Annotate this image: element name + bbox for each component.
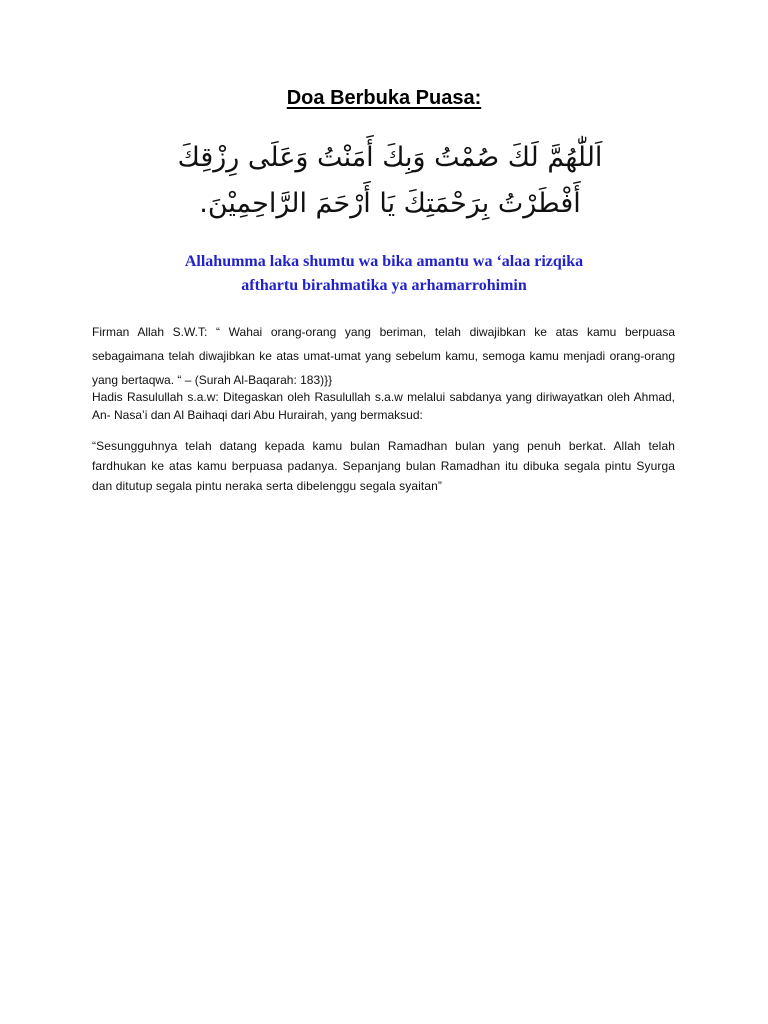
transliteration — [60, 250, 708, 298]
quran-verse-paragraph: Firman Allah S.W.T: “ Wahai orang-orang yang beriman, telah diwajibkan ke atas kamu berpuasa sebagaimana telah diwajibkan ke atas umat-umat yang sebelum kamu, semoga kamu menjadi orang-orang yang bertaqwa. “ – (Surah Al-Baqarah: 183)}} — [92, 325, 675, 387]
page-title: Doa Berbuka Puasa: — [286, 87, 482, 109]
transliteration-line-2: afthartu birahmatika ya arhamarrohimin — [241, 277, 527, 294]
hadith-quote-paragraph: “Sesungguhnya telah datang kepada kamu bulan Ramadhan bulan yang penuh berkat. Allah telah fardhukan ke atas kamu berpuasa padanya. Sepanjang bulan Ramadhan itu dibuka segala pintu Syurga dan ditutup segala pintu neraka serta dibelenggu segala syaitan” — [92, 439, 675, 493]
arabic-prayer-line-2: أَفْطَرْتُ بِرَحْمَتِكَ يَا أَرْحَمَ الرَّاحِمِيْنَ. — [199, 188, 581, 219]
arabic-prayer-line-1: اَللّٰهُمَّ لَكَ صُمْتُ وَبِكَ أَمَنْتُ وَعَلَى رِزْقِكَ — [177, 142, 603, 173]
hadith-intro-paragraph: Hadis Rasulullah s.a.w: Ditegaskan oleh Rasulullah s.a.w melalui sabdanya yang diriwayatkan oleh Ahmad, An- Nasa’i dan Al Baihaqi dari Abu Hurairah, yang bermaksud: — [92, 390, 675, 422]
transliteration-line-1: Allahumma laka shumtu wa bika amantu wa ‘alaa rizqika — [184, 253, 584, 270]
